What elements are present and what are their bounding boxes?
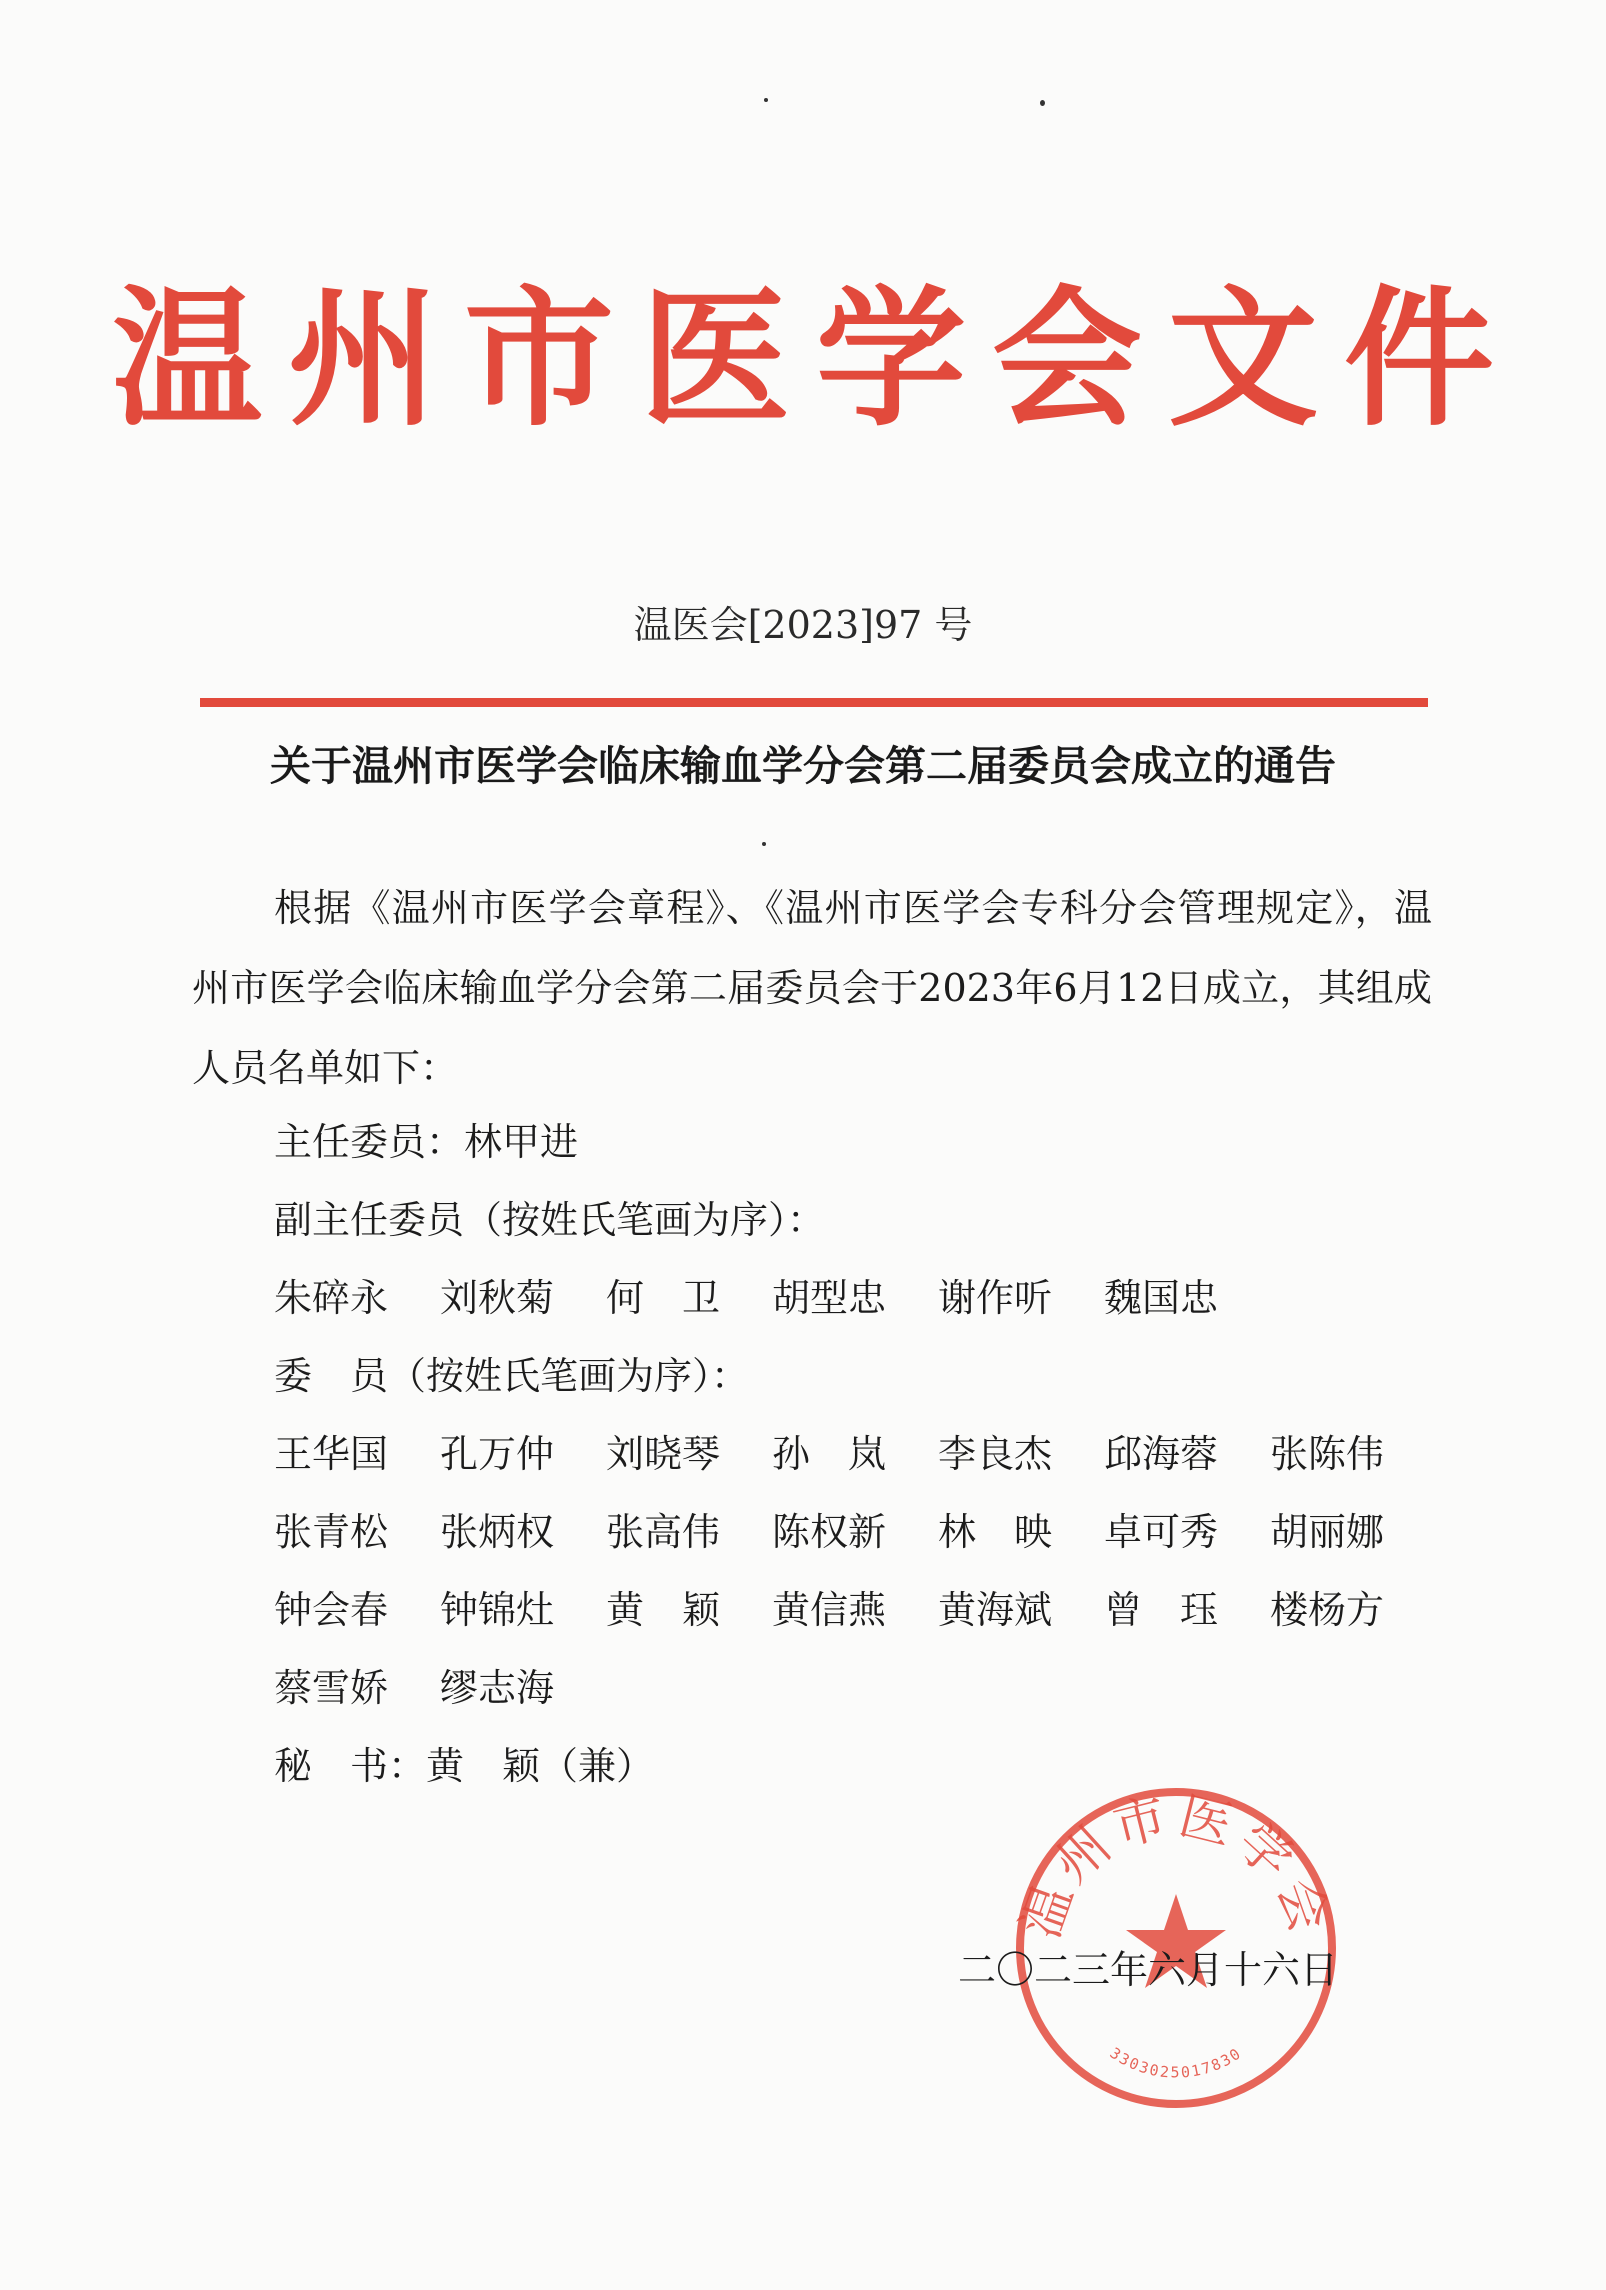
member-name: 张高伟 (606, 1510, 721, 1554)
member-name: 邱海蓉 (1104, 1432, 1219, 1476)
secretary-line (274, 1738, 654, 1794)
member-name: 钟锦灶 (440, 1588, 555, 1632)
vice-chair-name: 何 卫 (606, 1276, 721, 1320)
member-name: 王华国 (274, 1432, 389, 1476)
member-name: 刘晓琴 (606, 1432, 721, 1476)
vice-chair-name: 胡型忠 (772, 1276, 887, 1320)
vice-chairs-label: 副主任委员（按姓氏笔画为序）： (274, 1198, 826, 1242)
red-divider-line (200, 698, 1428, 707)
seal-code-text: 3303025017830 (1106, 2043, 1246, 2082)
document-number: 温医会[2023]97 号 (633, 603, 973, 647)
chair-label: 主任委员： (274, 1120, 465, 1164)
member-name: 李良杰 (938, 1432, 1053, 1476)
vice-chair-name: 朱碎永 (274, 1276, 389, 1320)
member-name: 曾 珏 (1104, 1588, 1219, 1632)
member-name: 蔡雪娇 (274, 1666, 389, 1710)
secretary-name: 黄 颖（兼） (426, 1744, 655, 1788)
members-row-4 (274, 1660, 1434, 1716)
scan-speck (1040, 100, 1045, 106)
members-row-3 (274, 1582, 1434, 1638)
chair-name: 林甲进 (464, 1120, 579, 1164)
member-name: 林 映 (938, 1510, 1053, 1554)
member-name: 黄信燕 (772, 1588, 887, 1632)
member-name: 陈权新 (772, 1510, 887, 1554)
members-row-1 (274, 1426, 1434, 1482)
member-name: 孔万仲 (440, 1432, 555, 1476)
member-name: 孙 岚 (772, 1432, 887, 1476)
document-date: 二〇二三年六月十六日 (958, 1948, 1339, 1992)
member-name: 钟会春 (274, 1588, 389, 1632)
member-name: 缪志海 (440, 1666, 555, 1710)
members-row-2 (274, 1504, 1434, 1560)
member-name: 张炳权 (440, 1510, 555, 1554)
vice-chair-name: 刘秋菊 (440, 1276, 555, 1320)
document-header-title: 温州市医学会文件 (111, 273, 1520, 447)
member-name: 卓可秀 (1104, 1510, 1219, 1554)
member-name: 胡丽娜 (1270, 1510, 1385, 1554)
member-name: 张青松 (274, 1510, 389, 1554)
vice-chair-name: 魏国忠 (1104, 1276, 1219, 1320)
member-name: 楼杨方 (1270, 1588, 1385, 1632)
vice-chair-name: 谢作听 (938, 1276, 1053, 1320)
member-name: 黄海斌 (938, 1588, 1053, 1632)
seal-arc-text: 温州市医学会 (1010, 1786, 1342, 1946)
notice-title: 关于温州市医学会临床输血学分会第二届委员会成立的通告 (270, 742, 1336, 790)
secretary-label: 秘 书： (274, 1744, 427, 1788)
chair-line (274, 1114, 578, 1170)
members-label: 委 员（按姓氏笔画为序）： (274, 1354, 750, 1398)
scan-speck (764, 98, 768, 102)
member-name: 张陈伟 (1270, 1432, 1385, 1476)
body-paragraph: 根据《温州市医学会章程》、《温州市医学会专科分会管理规定》，温州市医学会临床输血学分会第二届委员会于2023年6月12日成立，其组成人员名单如下： (192, 886, 1432, 1090)
scan-speck (762, 842, 766, 846)
vice-chairs-row (274, 1270, 1274, 1326)
member-name: 黄 颖 (606, 1588, 721, 1632)
